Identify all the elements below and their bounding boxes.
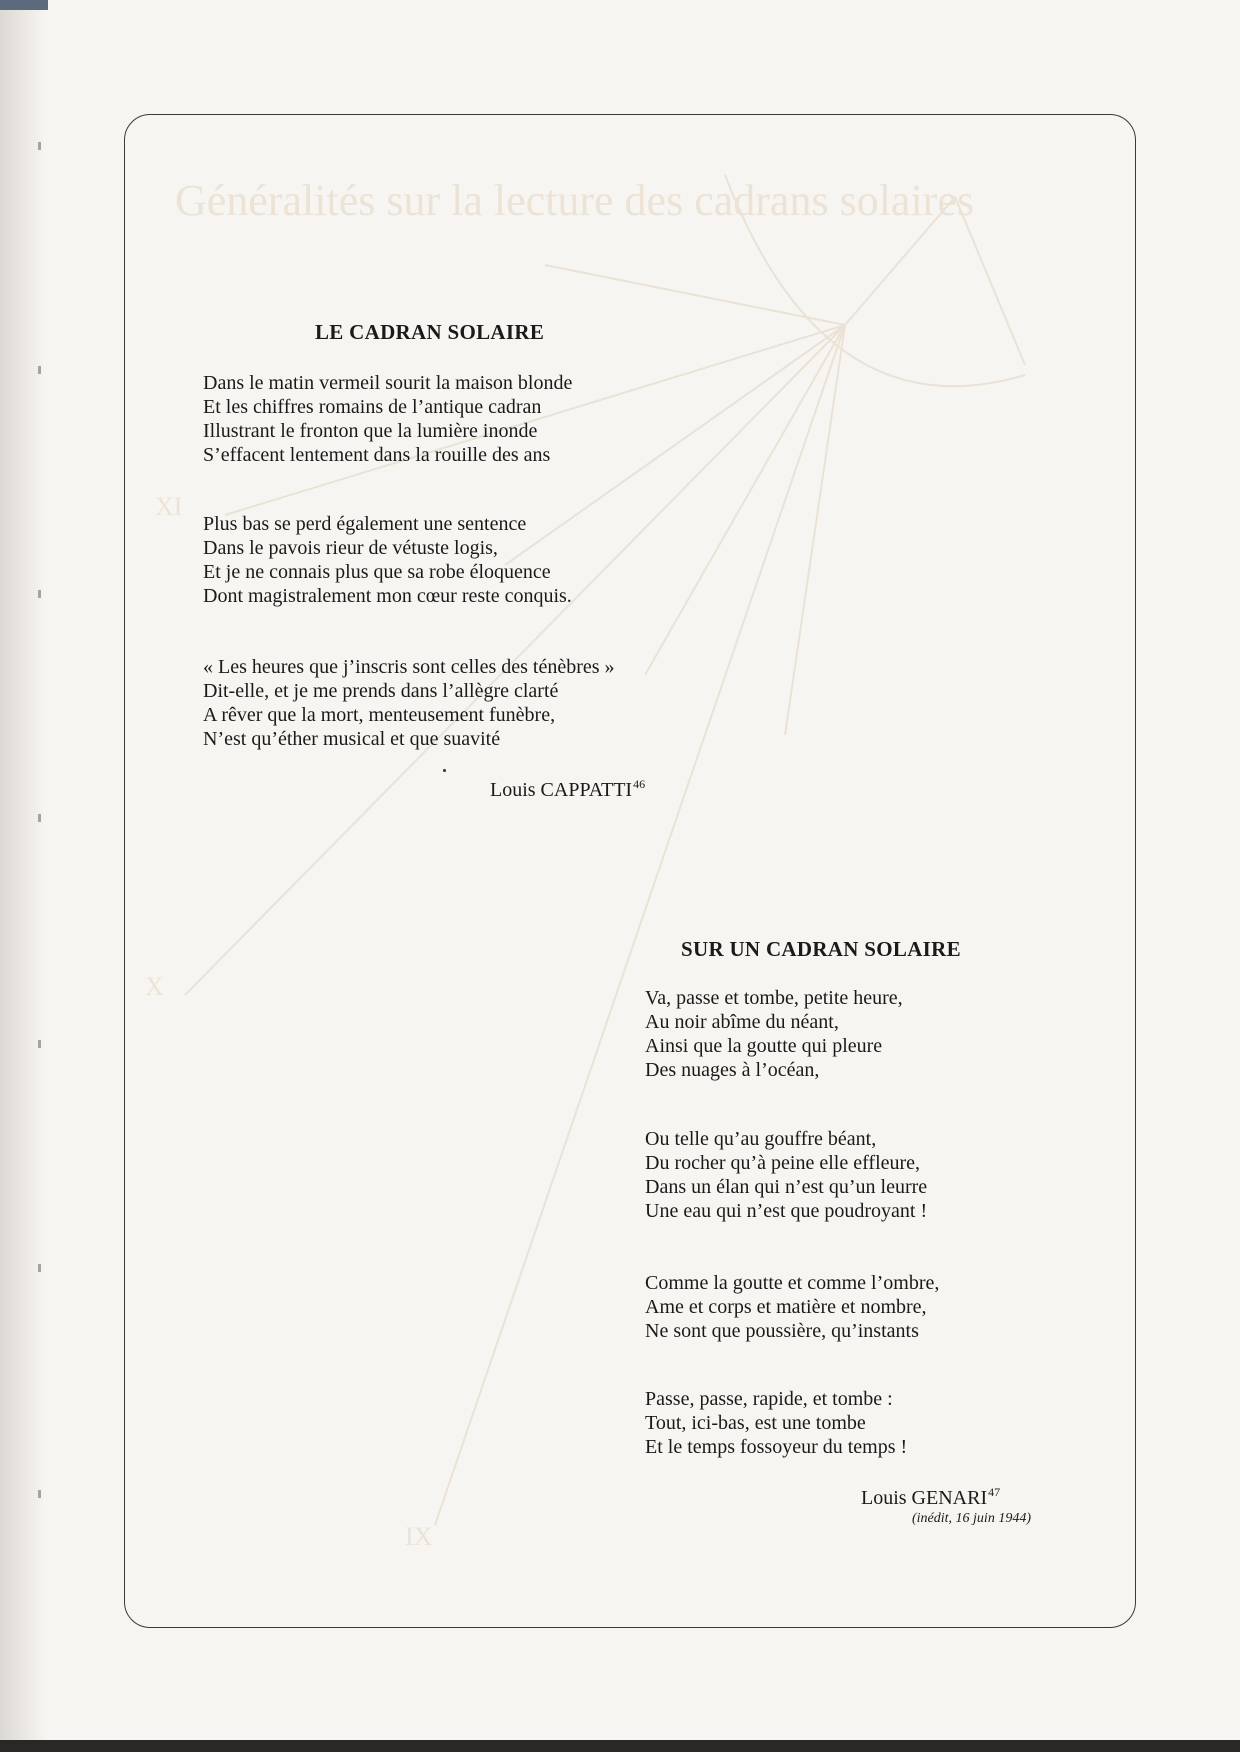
stanza (645, 1127, 927, 1223)
footnote-ref: 46 (633, 777, 646, 791)
stanza (645, 1387, 907, 1459)
verse-line: Du rocher qu’à peine elle effleure, (645, 1152, 921, 1174)
verse-line: Dit-elle, et je me prends dans l’allègre clarté (203, 680, 559, 702)
verse-line: Au noir abîme du néant, (645, 1011, 839, 1033)
date-note: (inédit, 16 juin 1944) (912, 1511, 1031, 1526)
svg-text:X: X (145, 972, 164, 1001)
verse-line: Une eau qui n’est que poudroyant ! (645, 1200, 928, 1222)
stanza (645, 1271, 939, 1343)
verse-line: Plus bas se perd également une sentence (203, 513, 527, 535)
verse-line: N’est qu’éther musical et que suavité (203, 728, 501, 750)
binding-stitch (38, 814, 41, 822)
verse-line: Dans le matin vermeil sourit la maison blonde (203, 372, 573, 394)
verse-line: Et le temps fossoyeur du temps ! (645, 1436, 908, 1458)
svg-text:Généralités sur la lecture des: Généralités sur la lecture des cadrans solaires (175, 176, 974, 225)
svg-text:XI: XI (155, 492, 183, 521)
verse-line: Passe, passe, rapide, et tombe : (645, 1388, 893, 1410)
scan-edge-mark (0, 0, 48, 10)
svg-text:IX: IX (405, 1522, 433, 1551)
show-through-illustration (125, 115, 1136, 1628)
verse-line: Illustrant le fronton que la lumière inonde (203, 420, 538, 442)
poem-author (490, 777, 645, 802)
verse-line: Et les chiffres romains de l’antique cadran (203, 396, 542, 418)
binding-stitch (38, 590, 41, 598)
stanza (203, 655, 615, 751)
verse-line: « Les heures que j’inscris sont celles des ténèbres » (203, 656, 615, 678)
binding-stitch (38, 1490, 41, 1498)
verse-line: Dans le pavois rieur de vétuste logis, (203, 537, 498, 559)
poem-author (861, 1485, 1000, 1510)
author-name: Louis GENARI (861, 1487, 988, 1509)
poem-title: SUR UN CADRAN SOLAIRE (681, 937, 961, 961)
footnote-ref: 47 (988, 1485, 1001, 1499)
author-name: Louis CAPPATTI (490, 779, 633, 801)
verse-line: Comme la goutte et comme l’ombre, (645, 1272, 940, 1294)
page-frame (124, 114, 1136, 1628)
verse-line: A rêver que la mort, menteusement funèbre, (203, 704, 556, 726)
verse-line: Ou telle qu’au gouffre béant, (645, 1128, 877, 1150)
verse-line: S’effacent lentement dans la rouille des ans (203, 444, 551, 466)
stanza (203, 371, 572, 467)
verse-line: Dans un élan qui n’est qu’un leurre (645, 1176, 928, 1198)
verse-line: Des nuages à l’océan, (645, 1059, 820, 1081)
binding-stitch (38, 142, 41, 150)
verse-line: Ame et corps et matière et nombre, (645, 1296, 927, 1318)
verse-line: Ne sont que poussière, qu’instants (645, 1320, 919, 1342)
verse-line: Tout, ici-bas, est une tombe (645, 1412, 866, 1434)
verse-line: Ainsi que la goutte qui pleure (645, 1035, 883, 1057)
binding-stitch (38, 366, 41, 374)
scan-bottom-edge (0, 1740, 1240, 1752)
verse-line: Et je ne connais plus que sa robe éloquence (203, 561, 551, 583)
stanza (645, 986, 903, 1082)
binding-stitch (38, 1264, 41, 1272)
stanza (203, 512, 572, 608)
stray-dot (443, 769, 446, 772)
verse-line: Dont magistralement mon cœur reste conquis. (203, 585, 572, 607)
binding-stitch (38, 1040, 41, 1048)
verse-line: Va, passe et tombe, petite heure, (645, 987, 903, 1009)
poem-title: LE CADRAN SOLAIRE (315, 320, 545, 344)
